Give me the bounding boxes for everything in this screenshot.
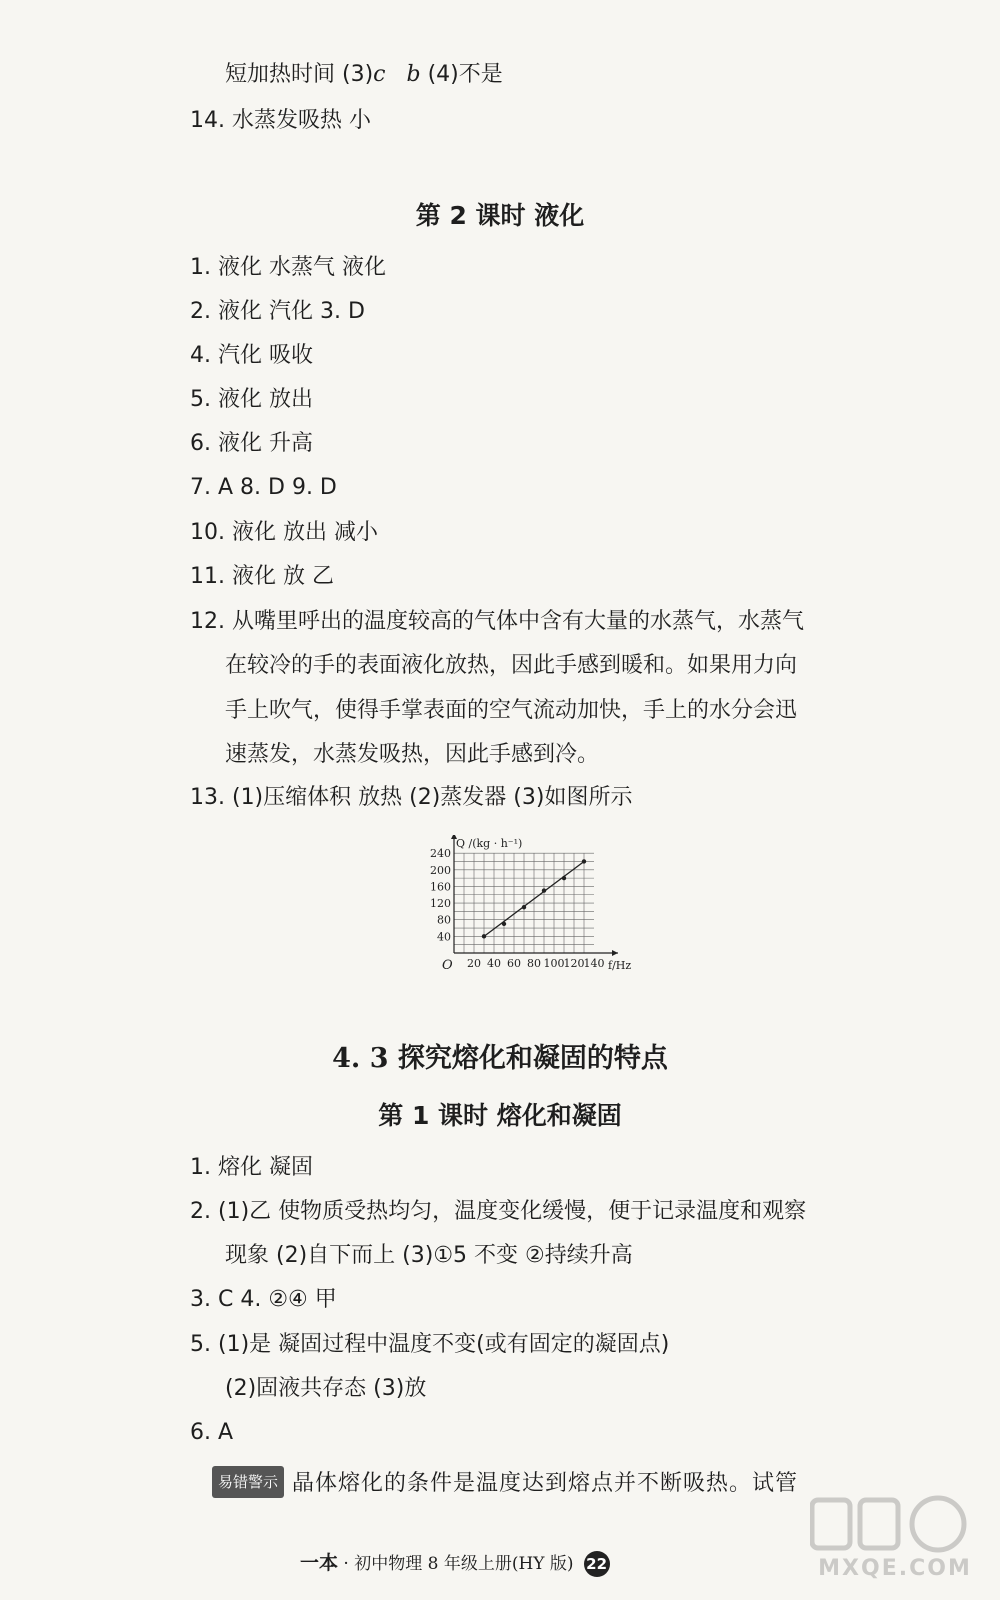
q13-prev-continuation (225, 60, 503, 90)
x-tick-label: 100 (543, 957, 565, 970)
error-tip-badge: 易错警示 (212, 1466, 284, 1498)
y-tick-label: 120 (430, 897, 451, 911)
data-point (542, 888, 546, 892)
origin-label: O (442, 958, 453, 973)
answer-l2-2: 2. 液化 汽化 3. D (190, 299, 365, 324)
answer-43-2-line2: 现象 (2)自下而上 (3)①5 不变 ②持续升高 (225, 1243, 633, 1268)
watermark-logo-icon (810, 1494, 980, 1554)
error-tip-text: 晶体熔化的条件是温度达到熔点并不断吸热。试管 (292, 1471, 799, 1496)
data-point (562, 876, 566, 880)
footer-book-title: · 初中物理 8 年级上册(HY 版) (338, 1554, 574, 1574)
watermark-text: MXQE.COM (818, 1556, 972, 1581)
lesson1-title: 第 1 课时 熔化和凝固 (378, 1101, 622, 1130)
x-tick-label: 20 (467, 957, 481, 970)
y-tick-label: 40 (437, 930, 451, 944)
answer-l2-13: 13. (1)压缩体积 放热 (2)蒸发器 (3)如图所示 (190, 785, 633, 810)
cont-c: c (373, 62, 386, 87)
data-point (482, 934, 486, 938)
answer-l2-4: 4. 汽化 吸收 (190, 343, 313, 368)
answer-43-5-line1: 5. (1)是 凝固过程中温度不变(或有固定的凝固点) (190, 1332, 670, 1357)
data-point (502, 922, 506, 926)
answer-l2-12-line4: 速蒸发，水蒸发吸热，因此手感到冷。 (225, 742, 600, 767)
data-point (522, 905, 526, 909)
x-axis-label: f/Hz (608, 959, 632, 972)
answer-l2-5: 5. 液化 放出 (190, 387, 313, 412)
data-point (582, 859, 586, 863)
x-tick-label: 120 (563, 957, 585, 970)
site-watermark (800, 1490, 990, 1590)
answer-43-5-line2: (2)固液共存态 (3)放 (225, 1376, 427, 1401)
cont-b: b (406, 62, 421, 87)
answer-q14: 14. 水蒸发吸热 小 (190, 108, 371, 133)
error-tip (212, 1466, 798, 1499)
answer-l2-10: 10. 液化 放出 减小 (190, 520, 378, 545)
y-axis-label: Q /(kg · h⁻¹) (456, 837, 523, 850)
y-tick-label: 200 (430, 863, 451, 877)
answer-l2-11: 11. 液化 放 乙 (190, 564, 334, 589)
y-tick-label: 80 (437, 913, 451, 927)
answer-l2-12-line2: 在较冷的手的表面液化放热，因此手感到暖和。如果用力向 (225, 653, 798, 678)
answer-43-1: 1. 熔化 凝固 (190, 1155, 313, 1180)
footer-brand: 一本 (300, 1552, 339, 1574)
answer-43-6: 6. A (190, 1420, 234, 1445)
answer-l2-12-line3: 手上吹气，使得手掌表面的空气流动加快，手上的水分会迅 (225, 698, 798, 723)
lesson2-title: 第 2 课时 液化 (415, 201, 585, 230)
answer-l2-12-line1: 12. 从嘴里呼出的温度较高的气体中含有大量的水蒸气，水蒸气 (190, 609, 804, 634)
x-axis-arrow (612, 950, 618, 956)
cont-prefix: 短加热时间 (3) (225, 62, 374, 87)
x-tick-label: 60 (507, 957, 521, 970)
page-number-badge: 22 (584, 1551, 610, 1577)
section-4-3-title: 4. 3 探究熔化和凝固的特点 (332, 1043, 668, 1074)
x-tick-label: 140 (583, 957, 605, 970)
x-tick-label: 40 (487, 957, 501, 970)
answer-l2-1: 1. 液化 水蒸气 液化 (190, 255, 386, 280)
answer-l2-6: 6. 液化 升高 (190, 431, 313, 456)
q-f-line-chart (420, 835, 640, 975)
answer-43-3-4: 3. C 4. ②④ 甲 (190, 1287, 337, 1312)
y-tick-label: 160 (430, 880, 451, 894)
x-tick-label: 80 (527, 957, 541, 970)
answer-43-2-line1: 2. (1)乙 使物质受热均匀，温度变化缓慢，便于记录温度和观察 (190, 1199, 807, 1224)
cont-suffix: (4)不是 (420, 62, 503, 87)
y-tick-label: 240 (430, 847, 451, 861)
answer-l2-7-9: 7. A 8. D 9. D (190, 475, 337, 500)
page-footer (300, 1548, 610, 1577)
